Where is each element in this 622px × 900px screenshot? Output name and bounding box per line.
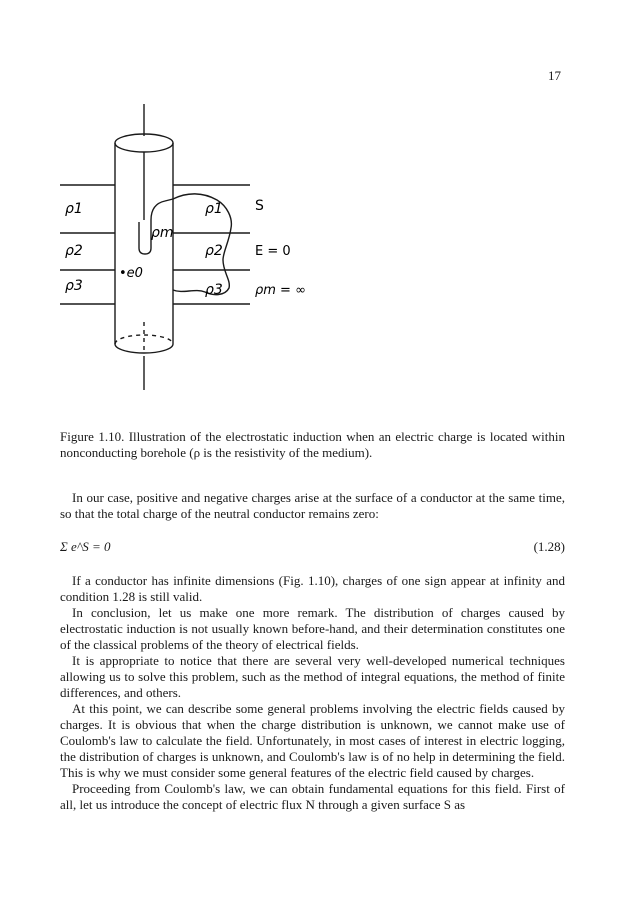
label-rho-m-infinity: ρm = ∞ <box>255 283 306 298</box>
figure-caption <box>60 429 565 461</box>
paragraph-block-2 <box>60 573 565 813</box>
label-charge-e0: •e0 <box>119 266 143 281</box>
page-number: 17 <box>548 68 561 83</box>
equation-1-28 <box>60 539 565 557</box>
paragraph-6: Proceeding from Coulomb's law, we can obtain fundamental equations for this field. First of all, let us introduce the concept of electric flux N through a given surface S as <box>60 781 565 812</box>
label-rho2-right: ρ2 <box>205 243 223 259</box>
label-rho2-left: ρ2 <box>65 243 83 259</box>
caption-text: Illustration of the electrostatic induction when an electric charge is located within nonconducting borehole (ρ is the resistivity of the medium). <box>60 429 565 460</box>
paragraph-block-1 <box>60 490 565 522</box>
label-rho3-right: ρ3 <box>205 282 223 298</box>
paragraph-1: In our case, positive and negative charges arise at the surface of a conductor at the same time, so that the total charge of the neutral conductor remains zero: <box>60 490 565 521</box>
equation-expression: Σ e^S = 0 <box>60 539 111 554</box>
borehole-figure <box>55 100 375 400</box>
caption-label: Figure 1.10. <box>60 429 125 444</box>
label-rho1-right: ρ1 <box>205 201 223 217</box>
label-rho1-left: ρ1 <box>65 201 83 217</box>
label-field-zero: E = 0 <box>255 244 291 259</box>
label-surface-s: S <box>255 198 264 214</box>
paragraph-5: At this point, we can describe some general problems involving the electric fields caused by charges. It is obvious that when the charge distribution is unknown, we cannot make use of Coulomb's law to calculate the field. Unfortunately, in most cases of interest in electric logging, the distribution of charges is unknown, and Coulomb's law is of no help in determining the field. This is why we must consider some general features of the electric field caused by charges. <box>60 701 565 780</box>
paragraph-4: It is appropriate to notice that there are several very well-developed numerical techniques allowing us to solve this problem, such as the method of integral equations, the method of finite differences, and others. <box>60 653 565 700</box>
paragraph-3: In conclusion, let us make one more remark. The distribution of charges caused by electrostatic induction is not usually known before-hand, and their determination constitutes one of the classical problems of the theory of electrical fields. <box>60 605 565 652</box>
borehole-diagram <box>55 100 375 400</box>
equation-number: (1.28) <box>533 539 565 554</box>
paragraph-2: If a conductor has infinite dimensions (Fig. 1.10), charges of one sign appear at infinity and condition 1.28 is still valid. <box>60 573 565 604</box>
label-rho3-left: ρ3 <box>65 278 83 294</box>
borehole-top-ellipse <box>115 134 173 152</box>
label-rho-m: ρm <box>151 225 174 241</box>
